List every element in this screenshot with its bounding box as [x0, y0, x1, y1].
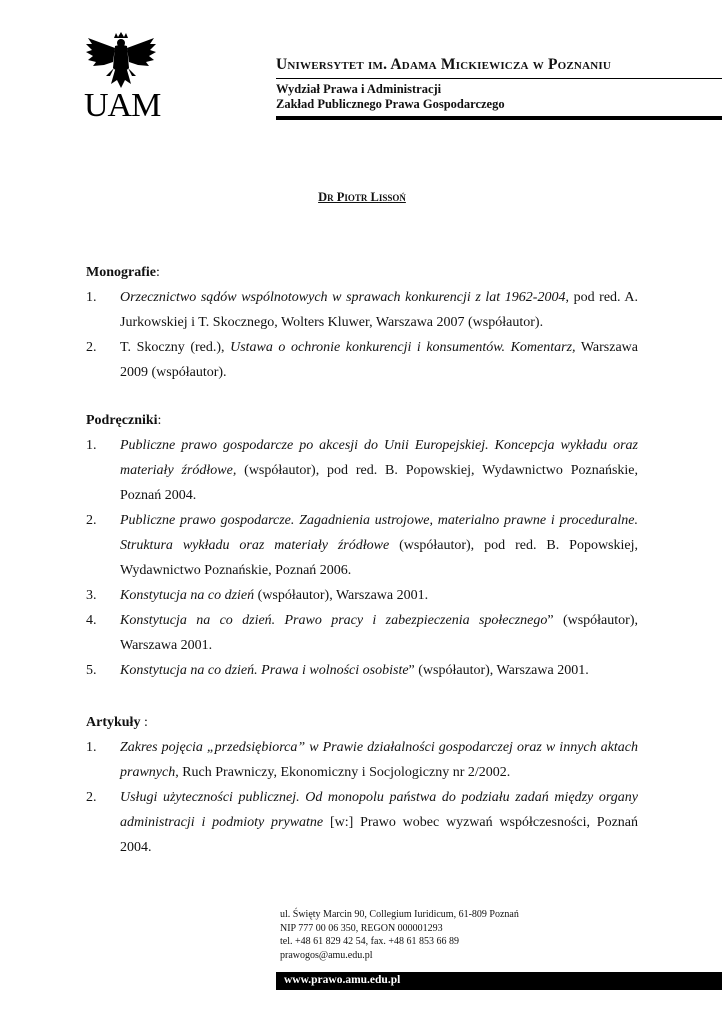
section-podreczniki — [86, 408, 638, 683]
list-item: 3. Konstytucja na co dzień (współautor), Warszawa 2001. — [86, 588, 429, 603]
header-thick-divider — [276, 116, 722, 120]
university-name: Uniwersytet im. Adama Mickiewicza w Poznaniu — [276, 56, 611, 73]
list-item: 4. Konstytucja na co dzień. Prawo pracy i zabezpieczenia społecznego” (współautor), Warszawa 2001. — [86, 613, 638, 653]
logo-text: UAM — [84, 87, 161, 124]
email: prawogos@amu.edu.pl — [280, 949, 373, 961]
section-monografie — [86, 260, 638, 385]
tax-ids: NIP 777 00 06 350, REGON 000001293 — [280, 922, 443, 934]
eagle-emblem-icon — [84, 32, 158, 94]
list-item: 1. Orzecznictwo sądów wspólnotowych w sprawach konkurencji z lat 1962-2004, pod red. A. Jurkowskiej i T. Skocznego, Wolters Kluwer, Warszawa 2007 (współautor). — [86, 290, 638, 330]
list-item: 1. Publiczne prawo gospodarcze po akcesji do Unii Europejskiej. Koncepcja wykładu oraz materiały źródłowe, (współautor), pod red. B. Popowskiej, Wydawnictwo Poznańskie, Poznań 2004. — [86, 438, 639, 503]
section-artykuly — [86, 710, 638, 860]
list-item: 2. T. Skoczny (red.), Ustawa o ochronie konkurencji i konsumentów. Komentarz, Warszawa 2009 (współautor). — [86, 340, 639, 380]
website-url: www.prawo.amu.edu.pl — [284, 974, 401, 986]
section-heading: Monografie: — [86, 265, 160, 280]
address-line: ul. Święty Marcin 90, Collegium Iuridicum, 61-809 Poznań — [280, 909, 519, 920]
header-divider — [276, 78, 722, 79]
list-item: 2. Usługi użyteczności publicznej. Od monopolu państwa do podziału zadań między organy administracji i podmioty prywatne [w:] Prawo wobec wyzwań współczesności, Poznań 2004. — [86, 790, 639, 855]
department-name: Zakład Publicznego Prawa Gospodarczego — [276, 97, 505, 111]
list-item: 1. Zakres pojęcia „przedsiębiorca” w Prawie działalności gospodarczej oraz w innych aktach prawnych, Ruch Prawniczy, Ekonomiczny i Socjologiczny nr 2/2002. — [86, 740, 638, 780]
faculty-name: Wydział Prawa i Administracji — [276, 82, 442, 96]
phone-fax: tel. +48 61 829 42 54, fax. +48 61 853 66 89 — [280, 936, 460, 947]
uam-logo — [84, 32, 161, 124]
section-heading: Podręczniki: — [86, 413, 162, 428]
author-name: Dr Piotr Lissoń — [318, 190, 406, 204]
footer-address — [280, 908, 519, 962]
list-item: 2. Publiczne prawo gospodarcze. Zagadnienia ustrojowe, materialno prawne i proceduralne. Struktura wykładu oraz materiały źródłowe (współautor), pod red. B. Popowskiej, Wydawnictwo Poznańskie, Poznań 2006. — [86, 513, 638, 578]
list-item: 5. Konstytucja na co dzień. Prawa i wolności osobiste” (współautor), Warszawa 2001. — [86, 663, 589, 678]
section-heading: Artykuły : — [86, 715, 148, 730]
